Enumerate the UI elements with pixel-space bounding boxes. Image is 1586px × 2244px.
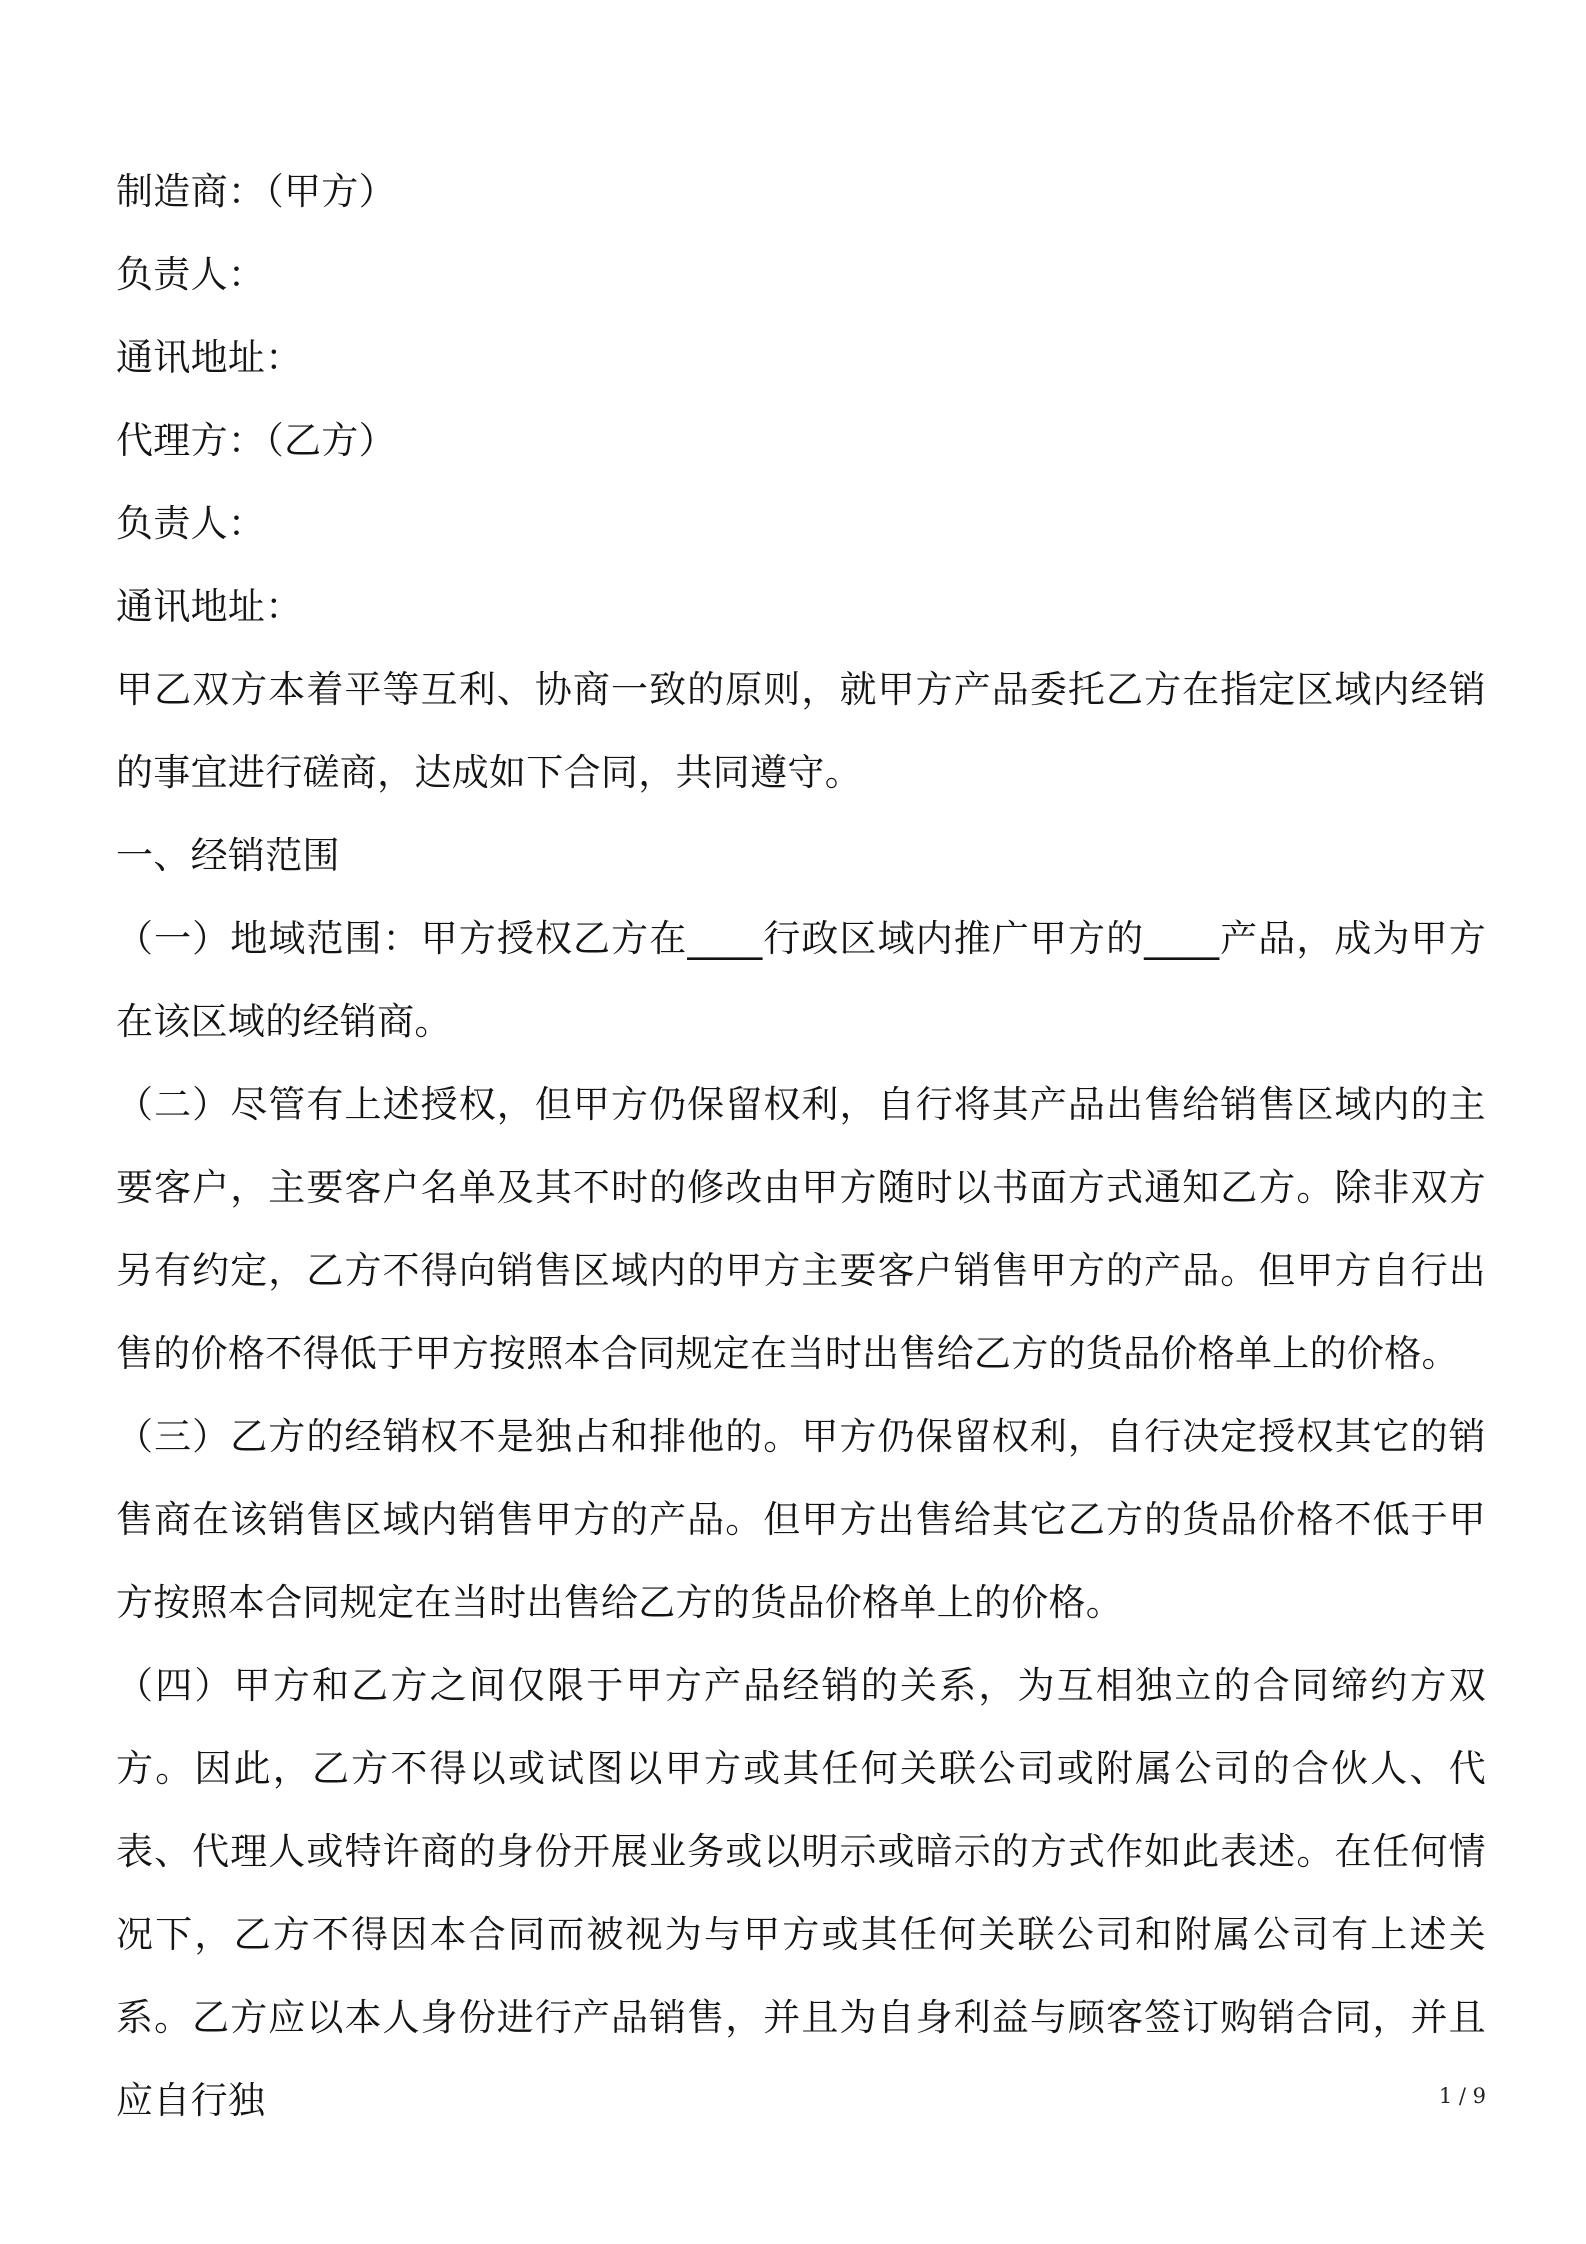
clause-1: （一）地域范围：甲方授权乙方在____行政区域内推广甲方的____产品，成为甲方在该区域的经销商。 [116,917,1486,1043]
agent-responsible-field: 负责人： [116,502,266,545]
manufacturer-responsible-field: 负责人： [116,253,266,296]
page-number: 1 / 9 [1438,2084,1486,2108]
intro-paragraph: 甲乙双方本着平等互利、协商一致的原则，就甲方产品委托乙方在指定区域内经销的事宜进行磋商，达成如下合同，共同遵守。 [116,668,1486,794]
section-heading: 一、经销范围 [116,834,340,877]
agent-address-field: 通讯地址： [116,585,303,628]
clause-4: （四）甲方和乙方之间仅限于甲方产品经销的关系，为互相独立的合同缔约方双方。因此，乙方不得以或试图以甲方或其任何关联公司或附属公司的合伙人、代表、代理人或特许商的身份开展业务或以明示或暗示的方式作如此表述。在任何情况下，乙方不得因本合同而被视为与甲方或其任何关联公司和附属公司有上述关系。乙方应以本人身份进行产品销售，并且为自身利益与顾客签订购销合同，并且应自行独 [116,1664,1486,2122]
agent-field: 代理方：（乙方） [116,419,396,462]
clause-2: （二）尽管有上述授权，但甲方仍保留权利，自行将其产品出售给销售区域内的主要客户，主要客户名单及其不时的修改由甲方随时以书面方式通知乙方。除非双方另有约定，乙方不得向销售区域内的甲方主要客户销售甲方的产品。但甲方自行出售的价格不得低于甲方按照本合同规定在当时出售给乙方的货品价格单上的价格。 [116,1083,1486,1375]
manufacturer-address-field: 通讯地址： [116,336,303,379]
document-body [116,150,1486,2142]
clause-3: （三）乙方的经销权不是独占和排他的。甲方仍保留权利，自行决定授权其它的销售商在该销售区域内销售甲方的产品。但甲方出售给其它乙方的货品价格不低于甲方按照本合同规定在当时出售给乙方的货品价格单上的价格。 [116,1415,1486,1624]
manufacturer-field: 制造商：（甲方） [116,170,396,213]
